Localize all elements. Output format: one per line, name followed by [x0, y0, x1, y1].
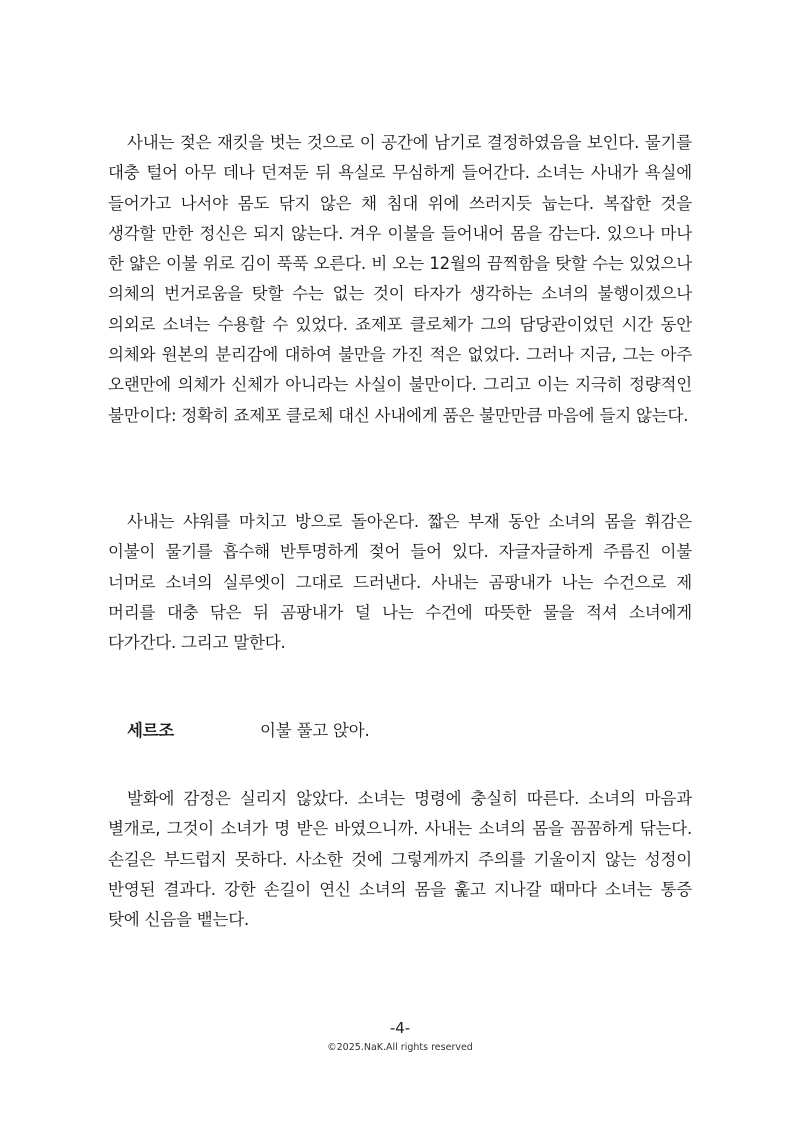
dialogue-speaker: 세르조 — [127, 721, 174, 740]
document-page — [108, 0, 692, 1135]
dialogue-text: 이불 풀고 앉아. — [260, 721, 370, 740]
page-number: -4- — [389, 1019, 411, 1037]
body-paragraph-3: 발화에 감정은 실리지 않았다. 소녀는 명령에 충실히 따른다. 소녀의 마음과 별개로, 그것이 소녀가 명 받은 바였으니까. 사내는 소녀의 몸을 꼼꼼하게 닦는다. 손길은 부드럽지 못하다. 사소한 것에 그렇게까지 주의를 기울이지 않는 성정이 반영된 결과다. 강한 손길이 연신 소녀의 몸을 훑고 지나갈 때마다 소녀는 통증 탓에 신음을 뱉는다. — [108, 789, 692, 930]
body-paragraph-1: 사내는 젖은 재킷을 벗는 것으로 이 공간에 남기로 결정하였음을 보인다. 물기를 대충 털어 아무 데나 던져둔 뒤 욕실로 무심하게 들어간다. 소녀는 사내가 욕실에 들어가고 나서야 몸도 닦지 않은 채 침대 위에 쓰러지듯 눕는다. 복잡한 것을 생각할 만한 정신은 되지 않는다. 겨우 이불을 들어내어 몸을 감는다. 있으나 마나 한 얇은 이불 위로 김이 푹푹 오른다. 비 오는 12월의 끔찍함을 탓할 수는 있었으나 의체의 번거로움을 탓할 수는 없는 것이 타자가 생각하는 소녀의 불행이겠으나 의외로 소녀는 수용할 수 있었다. 죠제포 클로체가 그의 담당관이었던 시간 동안 의체와 원본의 분리감에 대하여 불만을 가진 적은 없었다. 그러나 지금, 그는 아주 오랜만에 의체가 신체가 아니라는 사실이 불만이다. 그리고 이는 지극히 정량적인 불만이다: 정확히 죠제포 클로체 대신 사내에게 품은 불만만큼 마음에 들지 않는다. — [108, 133, 692, 425]
body-paragraph-2: 사내는 샤워를 마치고 방으로 돌아온다. 짧은 부재 동안 소녀의 몸을 휘감은 이불이 물기를 흡수해 반투명하게 젖어 들어 있다. 자글자글하게 주름진 이불 너머로 소녀의 실루엣이 그대로 드러낸다. 사내는 곰팡내가 나는 수건으로 제 머리를 대충 닦은 뒤 곰팡내가 덜 나는 수건에 따뜻한 물을 적셔 소녀에게 다가간다. 그리고 말한다. — [108, 512, 692, 653]
dialogue-line — [108, 716, 692, 746]
copyright-notice: ©2025.NaK.All rights reserved — [327, 1042, 473, 1053]
